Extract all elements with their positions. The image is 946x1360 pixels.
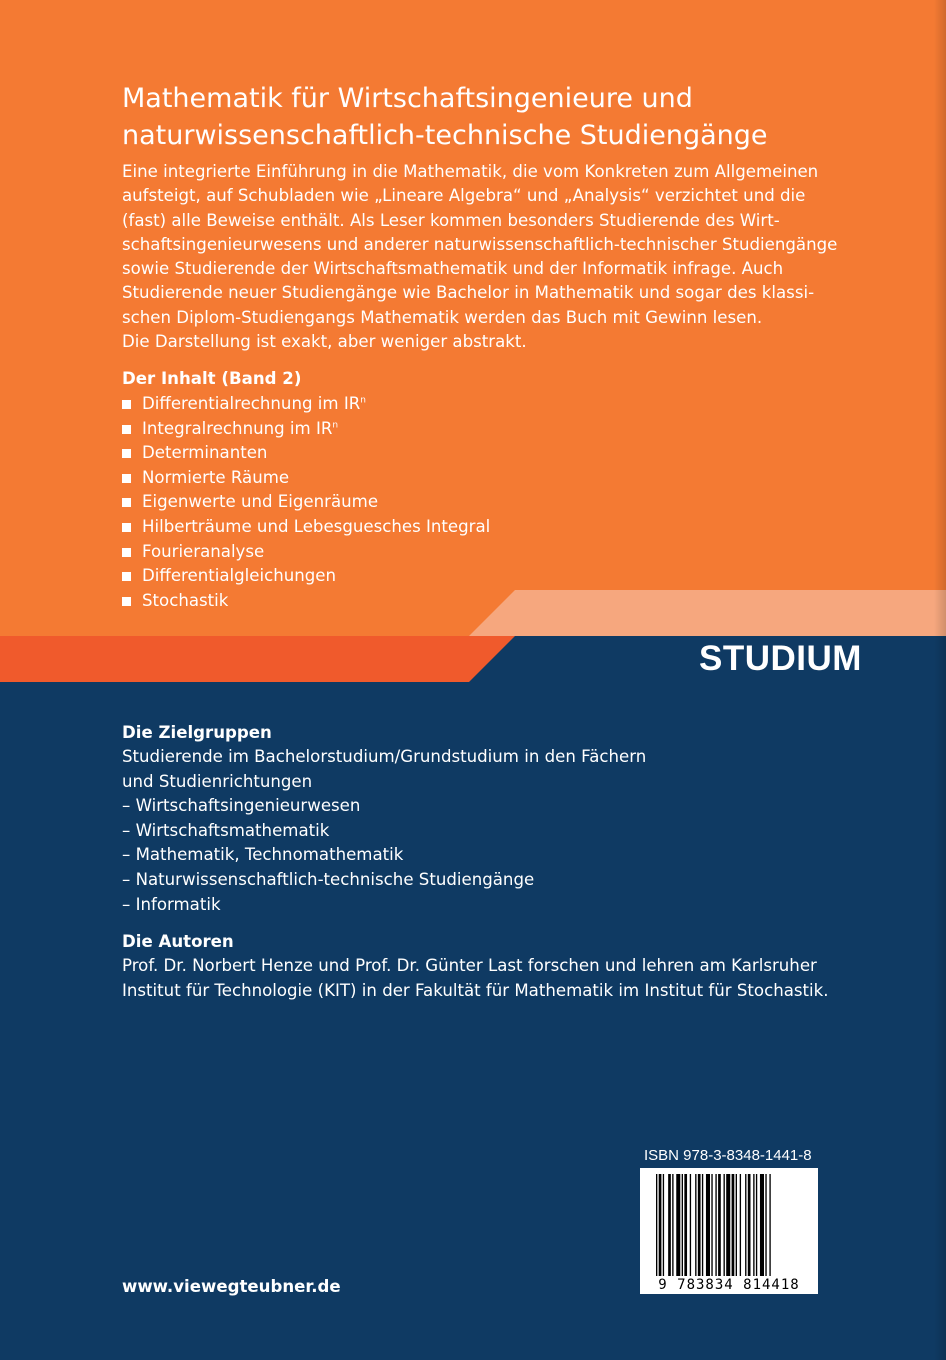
- light-orange-tab: [515, 590, 946, 636]
- list-item-label: Differentialrechnung im IR: [142, 394, 361, 413]
- text-line: – Wirtschaftsingenieurwesen: [122, 796, 361, 816]
- barcode: [640, 1168, 818, 1294]
- barcode-bar: [769, 1174, 770, 1276]
- square-bullet-icon: [122, 523, 131, 532]
- text-line: Studierende im Bachelorstudium/Grundstudium in den Fächern: [122, 747, 647, 766]
- barcode-bar: [711, 1174, 712, 1276]
- text-line: – Mathematik, Technomathematik: [122, 845, 404, 865]
- barcode-bar: [698, 1174, 701, 1276]
- barcode-bar: [663, 1174, 664, 1276]
- barcode-bar: [668, 1174, 671, 1276]
- square-bullet-icon: [122, 474, 131, 483]
- page-edge-shadow: [934, 0, 946, 1360]
- list-item-label: Eigenwerte und Eigenräume: [142, 492, 379, 512]
- barcode-bar: [715, 1174, 716, 1276]
- list-item: [122, 540, 490, 565]
- barcode-bar: [765, 1174, 766, 1276]
- text-line: – Informatik: [122, 894, 221, 914]
- list-item: [122, 441, 490, 466]
- barcode-bar: [659, 1174, 662, 1276]
- intro-paragraph: [122, 160, 882, 354]
- barcode-bar: [760, 1174, 764, 1276]
- list-item-label: Normierte Räume: [142, 467, 290, 487]
- barcode-bar: [695, 1174, 696, 1276]
- contents-list: [122, 392, 490, 613]
- barcode-bar: [748, 1174, 751, 1276]
- authors-text: [122, 954, 829, 1003]
- list-item-label: Stochastik: [142, 590, 229, 610]
- intro-line: schaftsingenieurwesens und anderer naturwissenschaftlich-technischer Studiengänge: [122, 234, 838, 254]
- intro-line: (fast) alle Beweise enthält. Als Leser kommen besonders Studierende des Wirt-: [122, 210, 780, 230]
- text-line: Institut für Technologie (KIT) in der Fakultät für Mathematik im Institut für Stochastik.: [122, 980, 829, 1000]
- barcode-bar: [676, 1174, 680, 1276]
- barcode-bar: [718, 1174, 721, 1276]
- barcode-bar: [740, 1174, 741, 1276]
- barcode-bar: [690, 1174, 691, 1276]
- list-item-label: Hilberträume und Lebesguesches Integral: [142, 516, 491, 536]
- barcode-bar: [736, 1174, 737, 1276]
- list-item: [122, 564, 490, 589]
- square-bullet-icon: [122, 597, 131, 606]
- list-item: [122, 417, 490, 442]
- barcode-bar: [724, 1174, 725, 1276]
- publisher-url: www.viewegteubner.de: [122, 1277, 341, 1296]
- barcode-bar: [732, 1174, 735, 1276]
- title-line: naturwissenschaftlich-technische Studiengänge: [122, 120, 768, 151]
- barcode-bar: [706, 1174, 710, 1276]
- barcode-bars: [640, 1168, 818, 1278]
- list-item: [122, 589, 490, 614]
- target-groups-text: [122, 745, 646, 917]
- text-line: – Wirtschaftsmathematik: [122, 820, 330, 840]
- barcode-bar: [745, 1174, 746, 1276]
- list-item-label: Differentialgleichungen: [142, 566, 337, 586]
- list-item: [122, 392, 490, 417]
- barcode-bar: [753, 1174, 754, 1276]
- square-bullet-icon: [122, 449, 131, 458]
- list-item-label: Determinanten: [142, 443, 268, 463]
- square-bullet-icon: [122, 548, 131, 557]
- list-item: [122, 490, 490, 515]
- list-item-label: Fourieranalyse: [142, 541, 265, 561]
- intro-line: Eine integrierte Einführung in die Mathematik, die vom Konkreten zum Allgemeinen: [122, 162, 819, 181]
- contents-heading: Der Inhalt (Band 2): [122, 369, 302, 388]
- barcode-bar: [702, 1174, 703, 1276]
- text-line: und Studienrichtungen: [122, 771, 313, 791]
- barcode-bar: [756, 1174, 757, 1276]
- barcode-digits: 9 783834 814418: [640, 1276, 818, 1294]
- title-line: Mathematik für Wirtschaftsingenieure und: [122, 83, 693, 114]
- square-bullet-icon: [122, 425, 131, 434]
- intro-line: Die Darstellung ist exakt, aber weniger abstrakt.: [122, 332, 527, 352]
- series-label: STUDIUM: [699, 639, 862, 678]
- authors-heading: Die Autoren: [122, 932, 234, 951]
- list-item-label: Integralrechnung im IR: [142, 418, 333, 438]
- target-groups-heading: Die Zielgruppen: [122, 723, 272, 742]
- barcode-bar: [684, 1174, 687, 1276]
- barcode-bar: [656, 1174, 657, 1276]
- intro-line: aufsteigt, auf Schubladen wie „Lineare Algebra“ und „Analysis“ verzichtet und die: [122, 186, 806, 206]
- text-line: Prof. Dr. Norbert Henze und Prof. Dr. Günter Last forschen und lehren am Karlsruher: [122, 956, 817, 975]
- text-line: – Naturwissenschaftlich-technische Studiengänge: [122, 869, 535, 889]
- isbn-label: ISBN 978-3-8348-1441-8: [644, 1147, 812, 1164]
- square-bullet-icon: [122, 498, 131, 507]
- square-bullet-icon: [122, 400, 131, 409]
- band-orange-wedge: [0, 636, 515, 682]
- barcode-bar: [726, 1174, 730, 1276]
- square-bullet-icon: [122, 572, 131, 581]
- book-title: [122, 80, 882, 154]
- intro-line: schen Diplom-Studiengangs Mathematik werden das Buch mit Gewinn lesen.: [122, 307, 763, 327]
- barcode-bar: [682, 1174, 683, 1276]
- intro-line: sowie Studierende der Wirtschaftsmathematik und der Informatik infrage. Auch: [122, 259, 784, 279]
- intro-line: Studierende neuer Studiengänge wie Bachelor in Mathematik und sogar des klassi-: [122, 283, 815, 303]
- list-item: [122, 515, 490, 540]
- barcode-bar: [672, 1174, 673, 1276]
- list-item: [122, 466, 490, 491]
- superscript: n: [332, 420, 339, 431]
- superscript: n: [360, 395, 366, 406]
